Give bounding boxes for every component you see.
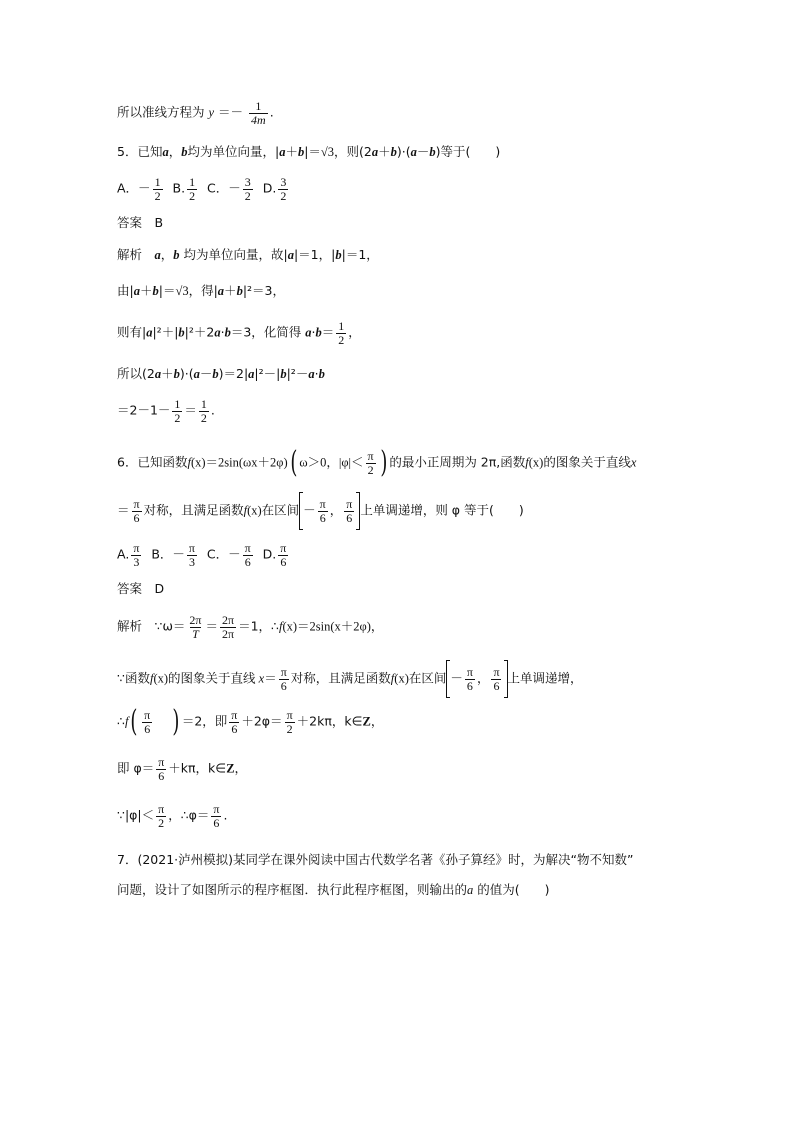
q6-answer: 答案 D [117,581,165,596]
numerator: π [286,707,293,722]
text: 均为单位向量，| [187,144,280,159]
numerator: π [231,707,238,722]
text: 则有| [117,324,147,340]
text: (x)＝2sin(x＋2φ)， [282,619,384,634]
denominator: 3 [133,554,140,569]
func-f: f [390,671,395,686]
option-c-label: C．－ [206,546,241,562]
text: · [311,324,316,340]
text: 的值为( ) [473,882,550,897]
text: |²＋| [152,324,179,340]
text: ， [234,760,248,776]
denominator: 2 [286,721,293,736]
denominator: 2 [280,188,287,203]
option-d-label: D. [262,546,277,562]
text: ＝ [321,324,335,340]
numerator: π [144,707,151,722]
denominator: 6 [280,554,287,569]
q5-solution-line-5 [117,398,215,424]
numerator: 1 [200,397,207,411]
option-b-label: B. [172,180,186,196]
q5-options [117,176,290,202]
denominator: 2 [338,332,345,347]
right-paren: ) [379,445,387,480]
vec-b: b [318,367,325,381]
vec-a: a [133,284,140,298]
text: 上单调递增，则 φ 等于( ) [360,502,524,518]
fraction [279,666,289,692]
text: ， [329,502,343,518]
fraction [142,709,152,735]
func-f: f [525,455,529,470]
text: . [223,807,228,823]
text: ＋ [139,283,153,298]
text: 6．已知函数 [117,454,188,470]
numerator: π [346,496,353,511]
fraction [243,542,253,568]
vec-b: b [173,248,180,262]
fraction [249,100,268,126]
vec-b: b [173,367,180,381]
set-Z: Z [226,761,235,776]
text: 均为单位向量，故| [179,247,288,262]
fraction [285,709,295,735]
q7-stem-line-1: 7．(2021·泸州模拟)某同学在课外阅读中国古代数学名著《孙子算经》时，为解决“物不知数” [117,852,634,867]
fraction [220,614,236,640]
text: 5．已知 [117,144,163,159]
numerator: π [133,496,140,511]
text: )等于( ) [435,144,501,159]
text: ＝ [184,402,197,418]
q6-solution-line-5 [117,803,227,829]
fraction [187,176,197,202]
text: ， [160,247,174,262]
text: (x)在区间 [394,671,447,686]
denominator: 2π [222,626,235,641]
numerator: π [158,755,165,769]
text: ＝2，即 [181,713,228,729]
numerator: 1 [338,319,345,333]
vec-a: a [193,367,200,381]
text: |＝1， [341,247,379,262]
func-f: f [149,671,154,686]
text: 问题，设计了如图所示的程序框图．执行此程序框图，则输出的 [117,882,468,897]
numerator: π [367,448,374,463]
text: ＋ [285,144,298,159]
fraction [211,803,221,829]
text: ＋ [378,144,391,159]
vec-b: b [390,145,397,159]
numerator: 3 [244,175,251,189]
fraction [318,498,328,524]
q6-stem-line-2 [117,492,524,530]
text: 所以(2 [117,366,155,381]
text: ＝ [205,618,218,634]
q5-answer: 答案 B [117,215,164,230]
var-a: a [467,883,474,897]
text: ， [476,670,490,686]
text: |²＝3， [242,283,285,298]
numerator: 2π [222,613,235,627]
vec-b: b [152,284,159,298]
text: ＝－ [218,105,244,120]
fraction [278,542,288,568]
q6-solution-line-3 [117,704,384,739]
text: 的最小正周期为 2π,函数 [389,454,526,470]
fraction [132,498,142,524]
denominator: 6 [493,678,500,693]
text: ∵函数 [117,670,150,686]
text: (x)在区间 [247,503,300,518]
numerator: π [213,802,220,816]
text: ，则(2 [334,144,372,159]
vec-b: b [335,248,342,262]
denominator: 6 [231,721,238,736]
q5-stem [117,146,500,159]
func-f: f [187,455,191,470]
q5-solution-line-4 [117,368,325,381]
text: 由| [117,283,134,298]
text: 解析 [117,247,155,262]
text: ∵|φ|＜ [117,807,155,823]
denominator: 6 [244,554,251,569]
vec-b: b [315,325,322,340]
text: · [314,366,319,381]
fraction [187,614,203,640]
denominator: 6 [466,678,473,693]
vec-a: a [214,325,221,340]
fraction [243,176,253,202]
numerator: π [493,664,500,679]
text: |²＋2 [184,324,215,340]
text: (x)＝2sin(ωx＋2φ) [190,455,288,470]
text: |²－| [254,366,281,381]
numerator: π [188,541,195,555]
vec-a: a [410,145,417,159]
text: ＋2φ＝ [241,713,283,729]
q5-solution-line-3 [117,320,361,346]
text: . [269,104,274,120]
numerator: 1 [174,397,181,411]
numerator: 1 [189,175,196,189]
vec-b: b [429,145,436,159]
vec-a: a [162,145,169,159]
vec-a: a [154,248,161,262]
numerator: 1 [255,99,262,113]
fraction [344,498,354,524]
numerator: π [280,541,287,555]
right-paren: ) [172,704,180,739]
fraction [187,542,197,568]
q6-options [117,542,290,568]
sqrt-3: √3 [320,145,335,159]
text: · [220,324,225,340]
denominator: 4m [251,112,266,127]
vec-a: a [287,248,294,262]
q6-stem-line-1 [117,445,637,480]
text: 对称，且满足函数 [143,502,244,518]
vec-b: b [178,325,185,340]
vec-b: b [212,367,219,381]
numerator: π [158,802,165,816]
option-d-label: D. [262,180,277,196]
vec-a: a [248,367,255,381]
text: ＋ [161,366,174,381]
text: . [210,402,215,418]
text: )·( [179,366,194,381]
text: |²－ [286,366,309,381]
fraction [156,756,166,782]
vec-b: b [181,145,188,159]
denominator: 2 [154,188,161,203]
denominator: 6 [280,678,287,693]
vec-a: a [279,145,286,159]
vec-a: a [308,367,315,381]
denominator: 2 [244,188,251,203]
text: ， [168,144,182,159]
text: |＝1，| [293,247,336,262]
denominator: 6 [213,815,220,830]
denominator: 2 [189,188,196,203]
option-b-label: B．－ [151,546,185,562]
text: ＋kπ，k∈ [168,760,227,776]
denominator: T [192,626,199,641]
text: ＝ [117,502,130,518]
text: )＝2| [218,366,249,381]
vec-b: b [297,145,305,159]
var-x: x [630,455,637,470]
text: ＋ [224,283,237,298]
fraction [172,398,182,424]
numerator: π [133,541,140,555]
text: ＝1，∴ [238,618,279,634]
numerator: 3 [280,175,287,189]
numerator: π [466,664,473,679]
vec-a: a [371,145,379,159]
fraction [229,709,239,735]
text: )·( [396,144,411,159]
left-paren: ( [289,445,297,480]
text: ω＞0，|φ|＜ [299,455,364,470]
text: 所以准线方程为 [117,104,205,120]
text: － [199,366,213,381]
var-x: x [258,671,265,686]
func-f: f [124,714,129,729]
text: ＝3，化简得 [230,324,306,340]
text: ， [348,324,361,340]
denominator: 6 [319,510,326,525]
option-a-label: A. [117,546,130,562]
text: (x)的图象关于直线 [153,671,259,686]
text: ∴ [117,713,125,729]
q6-solution-line-1 [117,614,383,640]
numerator: π [244,541,251,555]
denominator: 2 [200,410,207,425]
vec-a: a [305,325,312,340]
vec-b: b [224,325,231,340]
text: ＋2kπ，k∈ [296,713,363,729]
sqrt-3: √3 [175,284,189,298]
text: (x)的图象关于直线 [528,455,631,470]
text: ，得| [188,283,218,298]
denominator: 6 [133,510,140,525]
denominator: 2 [158,815,165,830]
var-y: y [208,105,215,120]
text: 解析 ∵ω＝ [117,618,186,634]
text: － [303,502,316,518]
numerator: 1 [154,175,161,189]
fraction [336,320,346,346]
text: 即 φ＝ [117,760,155,776]
numerator: 2π [189,613,202,627]
q5-solution-line-1 [117,249,379,262]
func-f: f [278,619,283,634]
func-f: f [243,503,248,518]
fraction [156,803,166,829]
vec-b: b [280,367,287,381]
fraction [491,666,501,692]
denominator: 6 [346,510,353,525]
vec-a: a [146,325,153,340]
text: － [416,144,430,159]
text: － [450,670,463,686]
option-c-label: C．－ [207,180,241,196]
text: |＝ [304,144,321,159]
denominator: 3 [188,554,195,569]
q6-solution-line-2 [117,660,583,698]
q7-stem-line-2 [117,884,550,897]
denominator: 2 [367,462,374,477]
q5-solution-line-2 [117,285,285,298]
directrix-line [117,100,274,126]
fraction [366,450,376,476]
fraction [199,398,209,424]
numerator: π [280,664,287,679]
text: 上单调递增， [507,670,583,686]
q6-solution-line-4 [117,756,247,782]
vec-a: a [154,367,162,381]
denominator: 2 [174,410,181,425]
text: 对称，且满足函数 [290,670,391,686]
text: |＝ [158,283,176,298]
option-a-label: A．－ [117,180,151,196]
text: ，∴φ＝ [168,807,210,823]
vec-b: b [236,284,243,298]
fraction [153,176,163,202]
fraction [465,666,475,692]
text: ＝ [264,670,277,686]
denominator: 6 [158,768,165,783]
fraction [278,176,288,202]
fraction [131,542,141,568]
denominator: 6 [144,721,151,736]
text: ＝2－1－ [117,402,171,418]
numerator: π [319,496,326,511]
left-paren: ( [130,704,138,739]
vec-a: a [217,284,225,298]
text: ， [370,713,384,729]
set-Z: Z [362,714,371,729]
